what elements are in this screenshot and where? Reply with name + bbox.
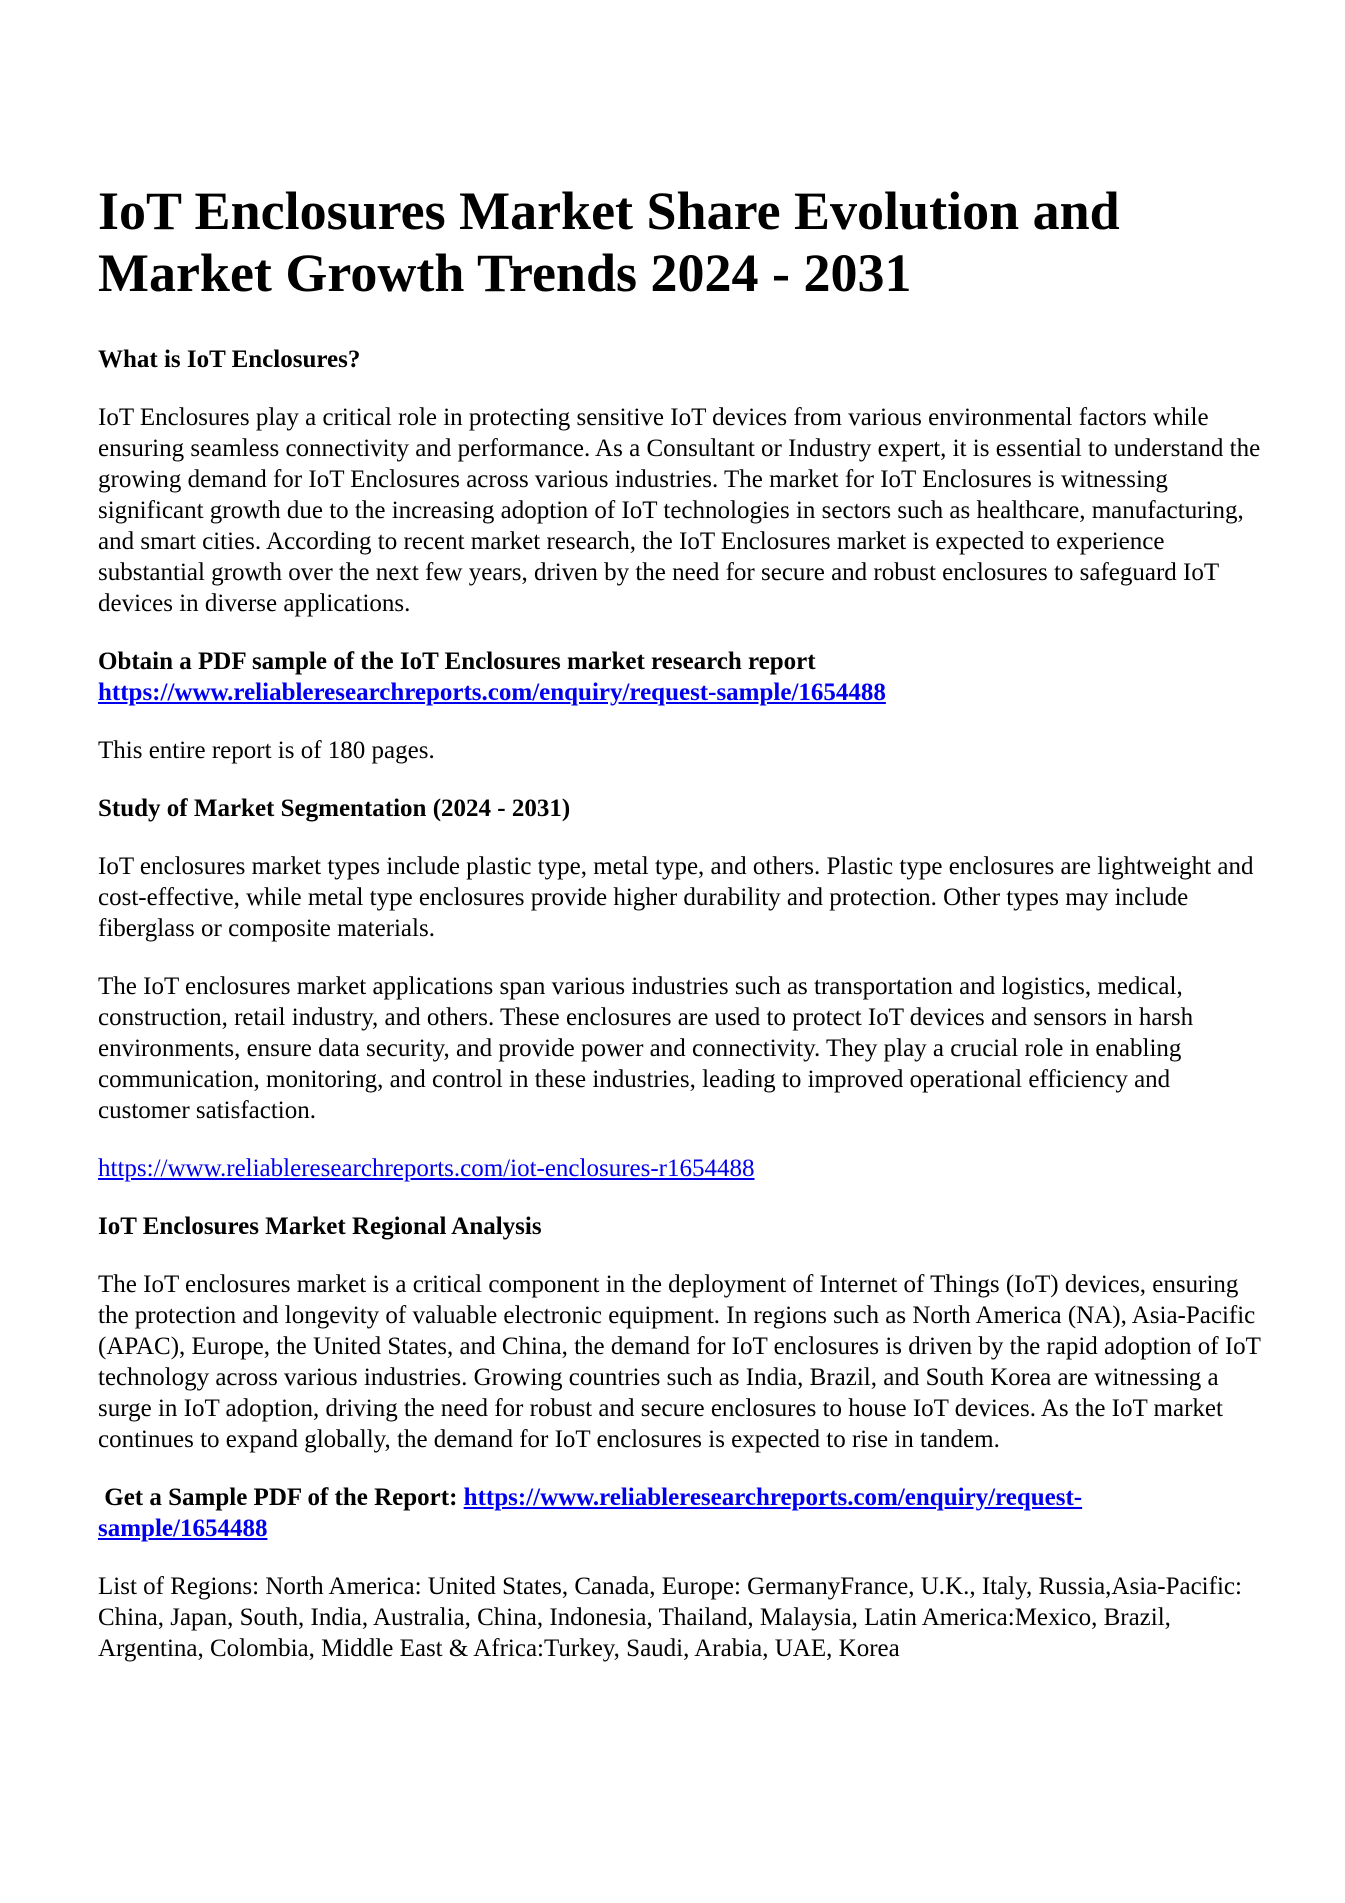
segmentation-types: IoT enclosures market types include plastic type, metal type, and others. Plastic type enclosures are lightweight and cost-effective, while metal type enclosures provide higher durability and protection. Other types may include fiberglass or composite materials. (98, 853, 1254, 942)
what-is-heading: What is IoT Enclosures? (98, 346, 361, 373)
sample-cta2-paragraph (98, 1482, 1208, 1544)
document-page (98, 180, 1268, 1691)
regions-list: List of Regions: North America: United States, Canada, Europe: GermanyFrance, U.K., Italy, Russia,Asia-Pacific: China, Japan, South, India, Australia, China, Indonesia, Thailand, Malaysia, Latin America:Mexico, Brazil, Argentina, Colombia, Middle East & Africa:Turkey, Saudi, Arabia, UAE, Korea (98, 1573, 1242, 1662)
segmentation-heading: Study of Market Segmentation (2024 - 2031) (98, 795, 571, 822)
page-title: IoT Enclosures Market Share Evolution and Market Growth Trends 2024 - 2031 (98, 181, 1120, 303)
sample-cta2-text: Get a Sample PDF of the Report: (98, 1484, 464, 1511)
sample-cta-paragraph (98, 646, 1128, 708)
sample-request-link-2[interactable]: https://www.reliableresearchreports.com/enquiry/request-sample/1654488 (98, 1484, 1083, 1542)
sample-request-link[interactable]: https://www.reliableresearchreports.com/enquiry/request-sample/1654488 (98, 679, 886, 706)
sample-cta-text: Obtain a PDF sample of the IoT Enclosures market research report (98, 648, 816, 675)
segmentation-applications: The IoT enclosures market applications span various industries such as transportation and logistics, medical, construction, retail industry, and others. These enclosures are used to protect IoT devices and sensors in harsh environments, ensure data security, and provide power and connectivity. They play a crucial role in enabling communication, monitoring, and control in these industries, leading to improved operational efficiency and customer satisfaction. (98, 973, 1194, 1124)
report-link-paragraph (98, 1153, 1268, 1184)
report-link[interactable]: https://www.reliableresearchreports.com/iot-enclosures-r1654488 (98, 1155, 755, 1182)
regional-heading: IoT Enclosures Market Regional Analysis (98, 1213, 542, 1240)
pages-note: This entire report is of 180 pages. (98, 737, 435, 764)
regional-body: The IoT enclosures market is a critical component in the deployment of Internet of Things (IoT) devices, ensuring the protection and longevity of valuable electronic equipment. In regions such as North America (NA), Asia-Pacific (APAC), Europe, the United States, and China, the demand for IoT enclosures is driven by the rapid adoption of IoT technology across various industries. Growing countries such as India, Brazil, and South Korea are witnessing a surge in IoT adoption, driving the need for robust and secure enclosures to house IoT devices. As the IoT market continues to expand globally, the demand for IoT enclosures is expected to rise in tandem. (98, 1271, 1261, 1453)
what-is-body: IoT Enclosures play a critical role in protecting sensitive IoT devices from various environmental factors while ensuring seamless connectivity and performance. As a Consultant or Industry expert, it is essential to understand the growing demand for IoT Enclosures across various industries. The market for IoT Enclosures is witnessing significant growth due to the increasing adoption of IoT technologies in sectors such as healthcare, manufacturing, and smart cities. According to recent market research, the IoT Enclosures market is expected to experience substantial growth over the next few years, driven by the need for secure and robust enclosures to safeguard IoT devices in diverse applications. (98, 404, 1261, 617)
